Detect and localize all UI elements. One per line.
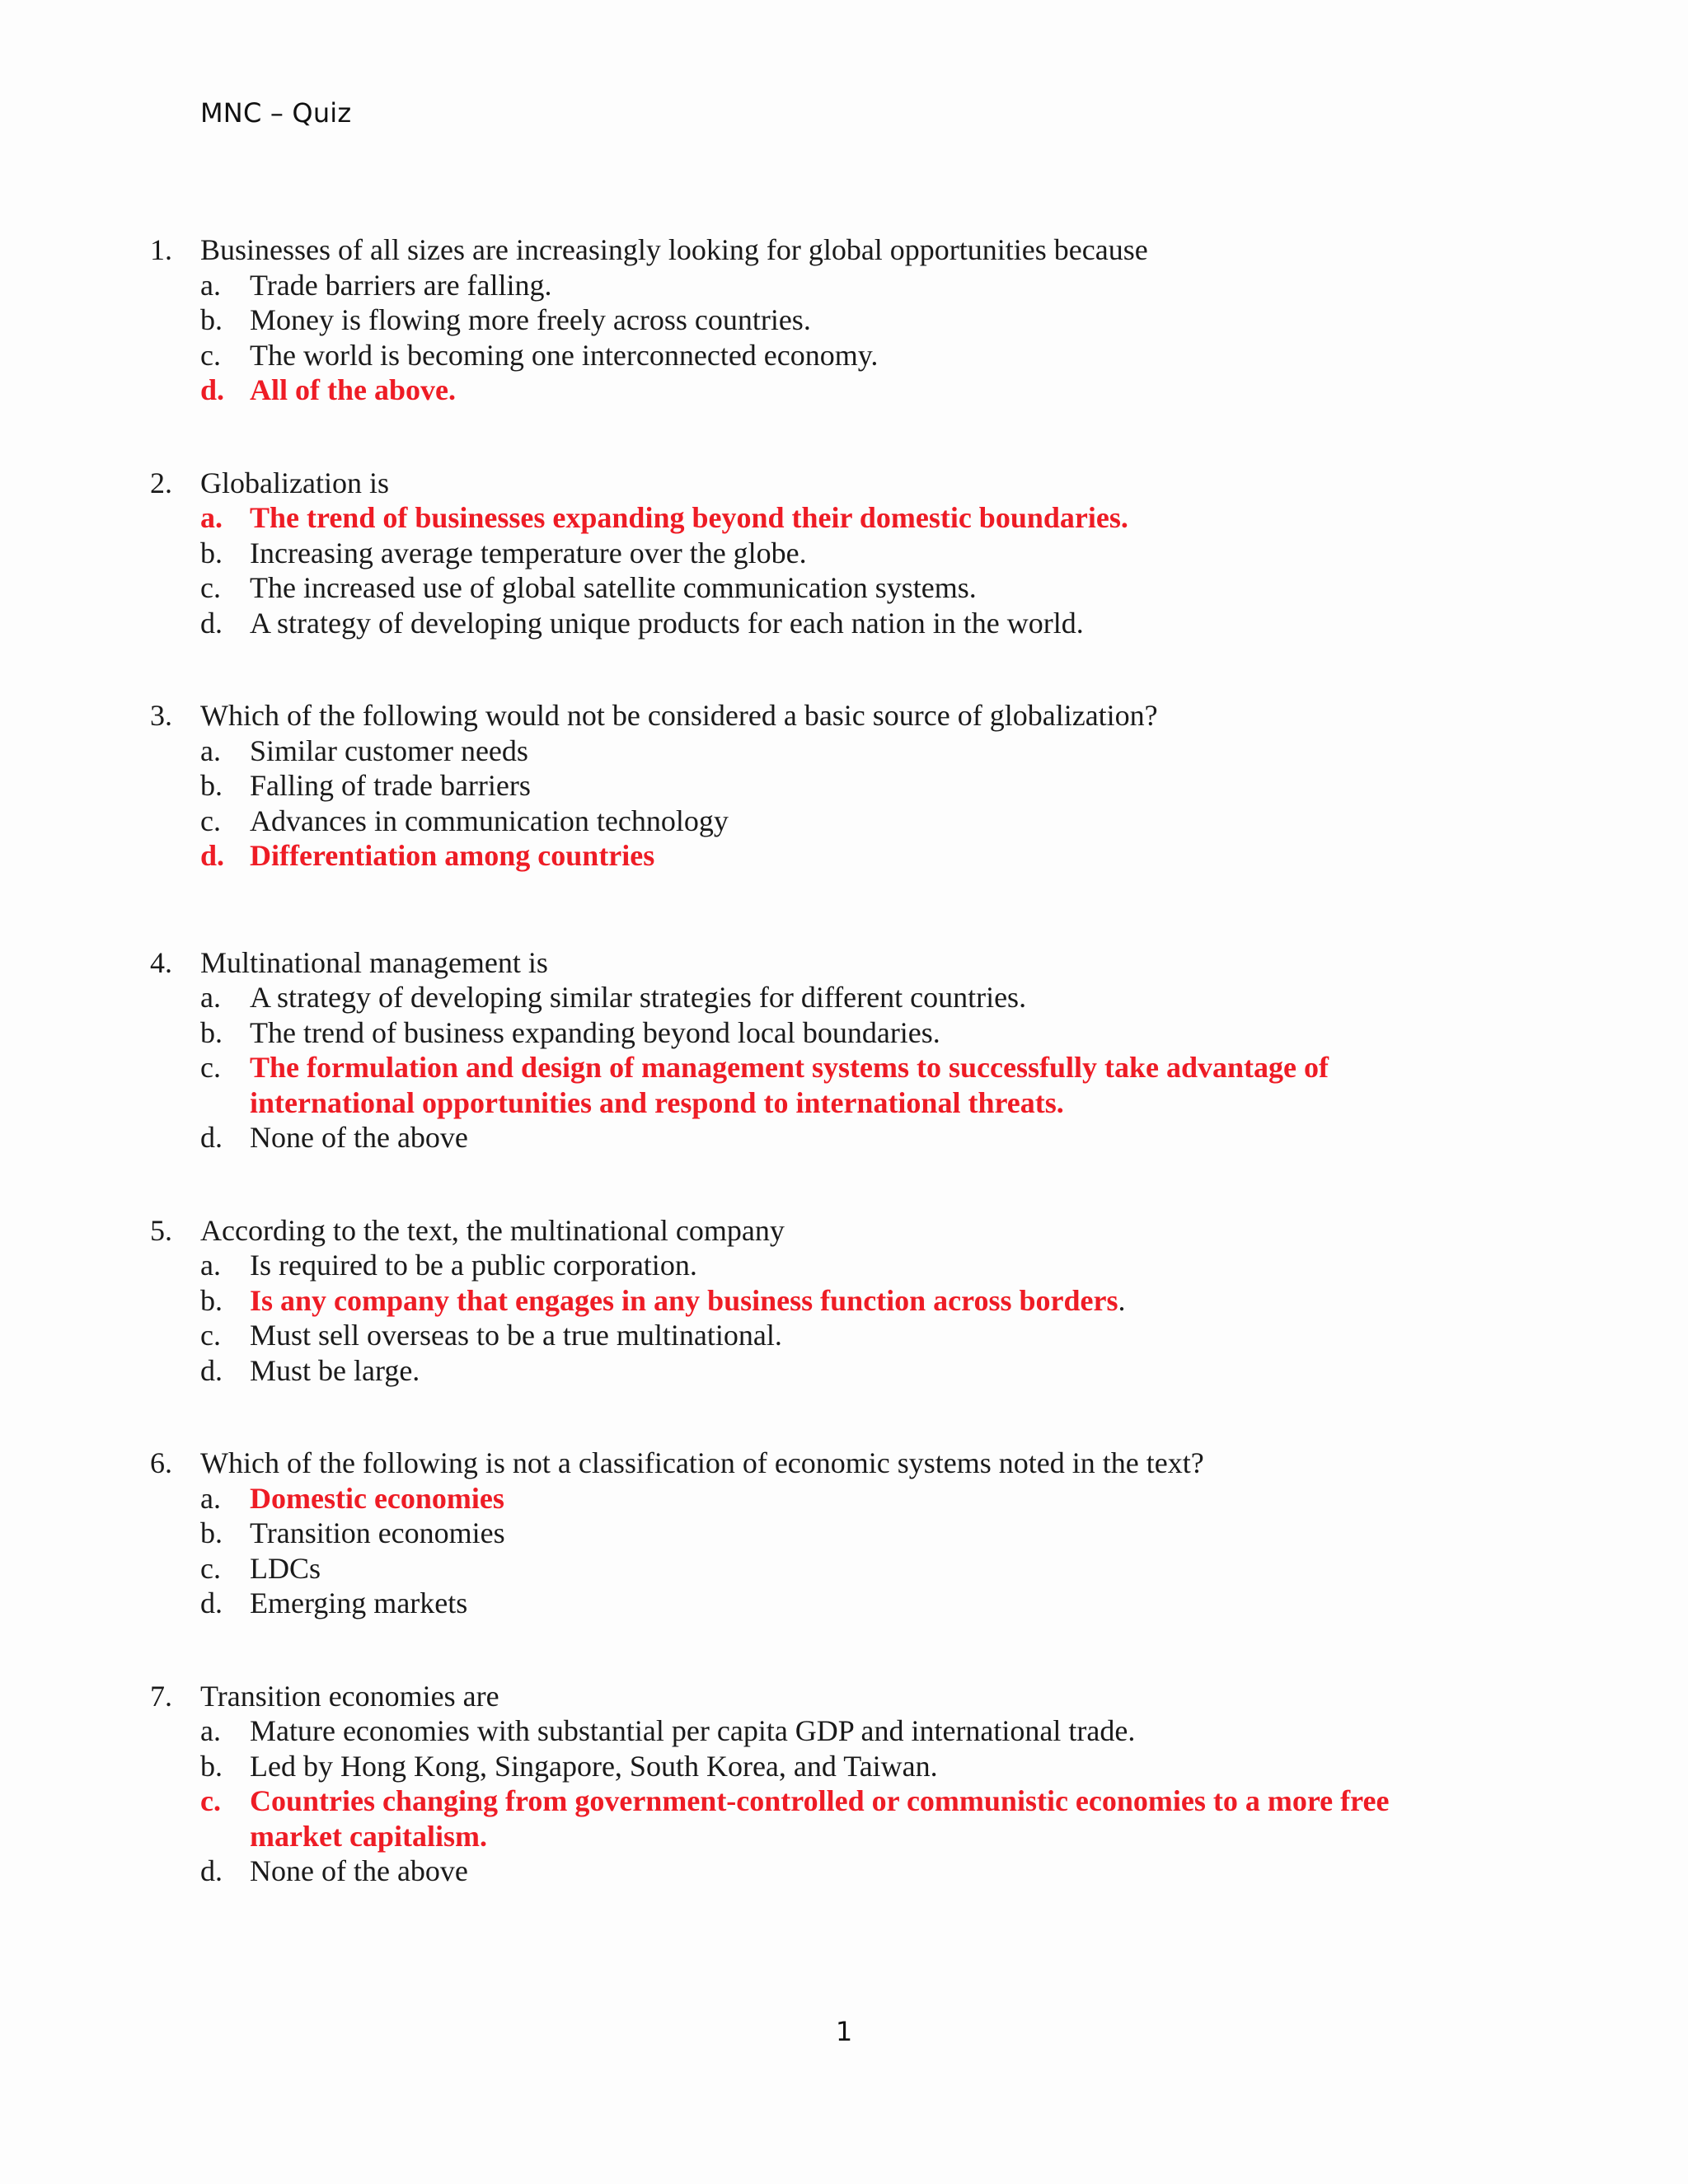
answer-text: Is any company that engages in any business function across borders xyxy=(250,1283,1118,1317)
option-d xyxy=(0,1120,1688,1155)
question-number: 1. xyxy=(150,233,172,266)
option-a-correct-answer xyxy=(0,1481,1688,1516)
option-text: A strategy of developing similar strategies for different countries. xyxy=(250,981,1027,1014)
option-letter: a. xyxy=(200,501,223,534)
option-text: The trend of business expanding beyond local boundaries. xyxy=(250,1015,940,1049)
option-text: Is required to be a public corporation. xyxy=(250,1249,697,1282)
option-d xyxy=(0,1353,1688,1389)
question-number: 4. xyxy=(150,945,172,979)
option-c xyxy=(0,804,1688,839)
question-stem xyxy=(0,1446,1688,1481)
question-text: Which of the following is not a classification of economic systems noted in the text? xyxy=(200,1446,1204,1479)
document-title: MNC – Quiz xyxy=(200,97,352,129)
option-letter: d. xyxy=(200,1854,223,1887)
option-letter: a. xyxy=(200,268,221,302)
option-b xyxy=(0,1015,1688,1051)
option-text: Emerging markets xyxy=(250,1586,468,1619)
question-1 xyxy=(0,232,1688,408)
option-text: Advances in communication technology xyxy=(250,804,729,837)
option-text: Countries changing from government-controlled or communistic economies to a more free market capitalism. xyxy=(250,1784,1390,1853)
option-a-correct-answer xyxy=(0,500,1688,536)
option-b xyxy=(0,536,1688,571)
option-letter: d. xyxy=(200,1353,223,1387)
option-b xyxy=(0,1749,1688,1784)
question-number: 5. xyxy=(150,1213,172,1247)
option-letter: c. xyxy=(200,1319,221,1352)
option-letter: d. xyxy=(200,1121,223,1154)
option-text: The world is becoming one interconnected economy. xyxy=(250,338,879,372)
question-text: Businesses of all sizes are increasingly looking for global opportunities because xyxy=(200,233,1148,266)
question-4 xyxy=(0,945,1688,1155)
option-letter: a. xyxy=(200,1249,221,1282)
question-number: 2. xyxy=(150,466,172,499)
option-text: None of the above xyxy=(250,1121,468,1154)
question-5 xyxy=(0,1213,1688,1389)
question-list xyxy=(0,232,1688,1889)
option-c xyxy=(0,1318,1688,1353)
option-text: All of the above. xyxy=(250,373,456,406)
option-b xyxy=(0,768,1688,804)
option-letter: b. xyxy=(200,1749,223,1783)
option-text xyxy=(250,1283,1126,1319)
option-letter: c. xyxy=(200,571,221,604)
option-b xyxy=(0,302,1688,338)
option-c xyxy=(0,1551,1688,1586)
option-d xyxy=(0,1586,1688,1621)
option-a xyxy=(0,1713,1688,1749)
option-letter: a. xyxy=(200,733,221,767)
option-d xyxy=(0,606,1688,641)
option-a xyxy=(0,268,1688,303)
question-2 xyxy=(0,466,1688,641)
question-stem xyxy=(0,232,1688,268)
option-text: The increased use of global satellite communication systems. xyxy=(250,571,977,604)
question-text: Transition economies are xyxy=(200,1679,499,1713)
option-letter: a. xyxy=(200,1714,221,1747)
option-text: The trend of businesses expanding beyond their domestic boundaries. xyxy=(250,501,1128,534)
question-3 xyxy=(0,698,1688,874)
option-b-correct-answer xyxy=(0,1283,1688,1319)
question-text: According to the text, the multinational company xyxy=(200,1213,785,1247)
option-c-correct-answer xyxy=(0,1783,1688,1854)
option-letter: d. xyxy=(200,373,225,406)
option-letter: b. xyxy=(200,1015,223,1049)
option-letter: a. xyxy=(200,1481,221,1515)
option-text: Transition economies xyxy=(250,1516,505,1549)
option-d-correct-answer xyxy=(0,838,1688,874)
option-letter: b. xyxy=(200,769,223,802)
option-letter: a. xyxy=(200,981,221,1014)
option-text: Trade barriers are falling. xyxy=(250,268,552,302)
option-letter: b. xyxy=(200,1283,223,1317)
option-c-correct-answer xyxy=(0,1050,1688,1120)
option-letter: b. xyxy=(200,1516,223,1549)
question-stem xyxy=(0,698,1688,733)
option-letter: b. xyxy=(200,303,223,336)
question-7 xyxy=(0,1679,1688,1889)
option-a xyxy=(0,980,1688,1015)
option-letter: c. xyxy=(200,1551,221,1585)
option-b xyxy=(0,1516,1688,1551)
option-text: A strategy of developing unique products for each nation in the world. xyxy=(250,606,1084,640)
option-letter: c. xyxy=(200,1784,221,1817)
option-text: Increasing average temperature over the globe. xyxy=(250,536,807,569)
question-text: Globalization is xyxy=(200,466,389,499)
option-text: Must sell overseas to be a true multinational. xyxy=(250,1319,782,1352)
option-text: None of the above xyxy=(250,1854,468,1887)
option-text: Falling of trade barriers xyxy=(250,769,531,802)
option-letter: d. xyxy=(200,606,223,640)
option-text: Led by Hong Kong, Singapore, South Korea, and Taiwan. xyxy=(250,1749,938,1783)
option-text: Differentiation among countries xyxy=(250,839,655,872)
question-number: 6. xyxy=(150,1446,172,1479)
option-letter: d. xyxy=(200,839,225,872)
option-text: The formulation and design of management systems to successfully take advantage of international opportunities and respond to international threats. xyxy=(250,1051,1329,1119)
option-a xyxy=(0,1248,1688,1283)
option-text: Money is flowing more freely across countries. xyxy=(250,303,811,336)
question-text: Which of the following would not be considered a basic source of globalization? xyxy=(200,699,1158,732)
option-text: Mature economies with substantial per capita GDP and international trade. xyxy=(250,1714,1136,1747)
question-stem xyxy=(0,1213,1688,1249)
question-stem xyxy=(0,466,1688,501)
option-c xyxy=(0,338,1688,373)
option-d xyxy=(0,1854,1688,1889)
answer-suffix: . xyxy=(1118,1283,1126,1317)
option-text: Similar customer needs xyxy=(250,733,528,767)
option-letter: d. xyxy=(200,1586,223,1619)
option-c xyxy=(0,570,1688,606)
question-number: 3. xyxy=(150,699,172,732)
option-a xyxy=(0,733,1688,769)
option-text: Must be large. xyxy=(250,1353,420,1387)
option-letter: c. xyxy=(200,804,221,837)
option-text: Domestic economies xyxy=(250,1481,504,1515)
question-6 xyxy=(0,1446,1688,1621)
option-text: LDCs xyxy=(250,1551,321,1585)
page-number: 1 xyxy=(835,2016,853,2047)
option-d-correct-answer xyxy=(0,373,1688,408)
question-stem xyxy=(0,1679,1688,1714)
question-text: Multinational management is xyxy=(200,945,548,979)
option-letter: b. xyxy=(200,536,223,569)
option-letter: c. xyxy=(200,338,221,372)
question-stem xyxy=(0,945,1688,981)
question-number: 7. xyxy=(150,1679,172,1713)
option-letter: c. xyxy=(200,1051,221,1084)
